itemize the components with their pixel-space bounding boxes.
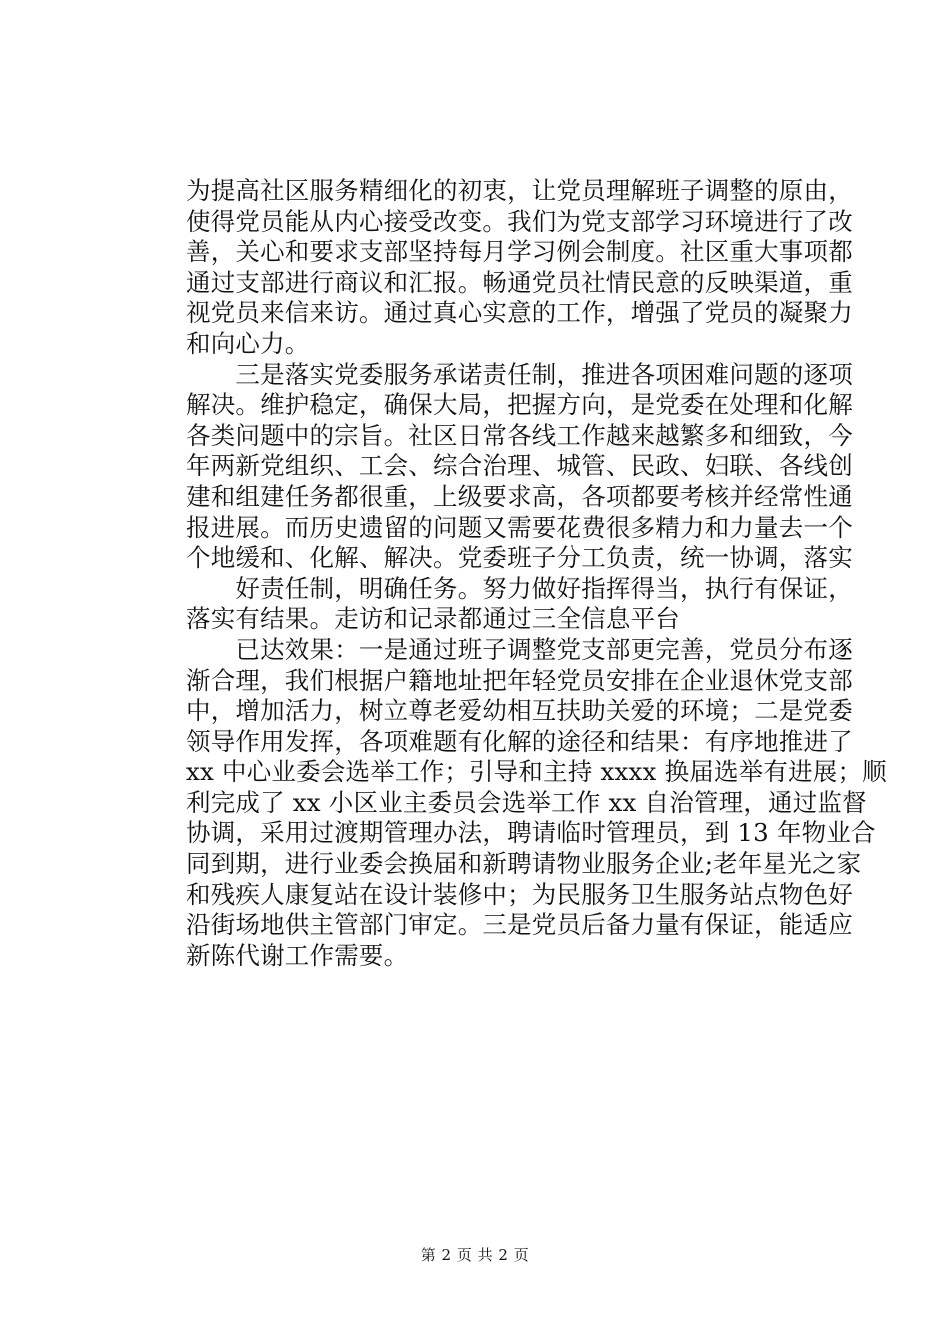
- text-line: 三是落实党委服务承诺责任制，推进各项困难问题的逐项: [186, 359, 853, 389]
- text-line: xx 中心业委会选举工作；引导和主持 xxxx 换届选举有进展；顺: [186, 757, 887, 787]
- text-line: 和残疾人康复站在设计装修中；为民服务卫生服务站点物色好: [186, 879, 853, 909]
- text-line: 渐合理，我们根据户籍地址把年轻党员安排在企业退休党支部: [186, 665, 853, 695]
- text-line: 领导作用发挥，各项难题有化解的途径和结果：有序地推进了: [186, 726, 853, 756]
- text-line: 协调，采用过渡期管理办法，聘请临时管理员，到 13 年物业合: [186, 818, 876, 848]
- text-line: 为提高社区服务精细化的初衷，让党员理解班子调整的原由，: [186, 176, 853, 205]
- text-line: 已达效果：一是通过班子调整党支部更完善，党员分布逐: [186, 634, 853, 664]
- text-line: 善，关心和要求支部坚持每月学习例会制度。社区重大事项都: [186, 237, 853, 267]
- text-line: 和向心力。: [186, 328, 310, 358]
- text-line: 同到期，进行业委会换届和新聘请物业服务企业;老年星光之家: [186, 849, 862, 879]
- document-body: [186, 176, 887, 971]
- text-line: 沿街场地供主管部门审定。三是党员后备力量有保证，能适应: [186, 910, 853, 940]
- text-line: 落实有结果。走访和记录都通过三全信息平台: [186, 604, 680, 634]
- text-line: 新陈代谢工作需要。: [186, 940, 409, 970]
- text-line: 各类问题中的宗旨。社区日常各线工作越来越繁多和细致，今: [186, 420, 853, 450]
- text-line: 解决。维护稳定，确保大局，把握方向，是党委在处理和化解: [186, 390, 853, 420]
- text-line: 报进展。而历史遗留的问题又需要花费很多精力和力量去一个: [186, 512, 853, 542]
- text-line: 通过支部进行商议和汇报。畅通党员社情民意的反映渠道，重: [186, 267, 853, 297]
- text-line: 利完成了 xx 小区业主委员会选举工作 xx 自治管理，通过监督: [186, 787, 867, 817]
- text-line: 好责任制，明确任务。努力做好指挥得当，执行有保证，: [186, 573, 853, 603]
- text-line: 建和组建任务都很重，上级要求高，各项都要考核并经常性通: [186, 481, 853, 511]
- text-line: 年两新党组织、工会、综合治理、城管、民政、妇联、各线创: [186, 451, 853, 481]
- text-line: 使得党员能从内心接受改变。我们为党支部学习环境进行了改: [186, 206, 853, 236]
- text-line: 视党员来信来访。通过真心实意的工作，增强了党员的凝聚力: [186, 298, 853, 328]
- text-line: 中，增加活力，树立尊老爱幼相互扶助关爱的环境；二是党委: [186, 696, 853, 726]
- text-line: 个地缓和、化解、解决。党委班子分工负责，统一协调，落实: [186, 543, 853, 573]
- page-number-footer: 第 2 页 共 2 页: [420, 1246, 530, 1264]
